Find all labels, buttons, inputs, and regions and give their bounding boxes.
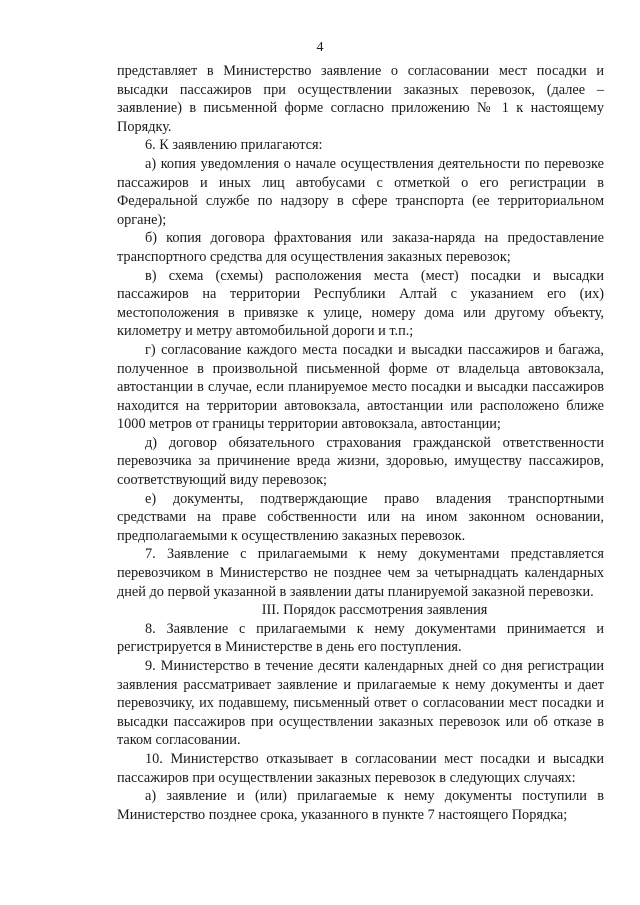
paragraph-6-v: в) схема (схемы) расположения места (мест) посадки и высадки пассажиров на территории Республики Алтай с указанием его (их) местоположения в привязке к улице, номеру дома или другому объекту, километру и метру автомобильной дороги и т.п.; <box>117 267 604 340</box>
paragraph-6-e: е) документы, подтверждающие право владения транспортными средствами на праве собственности или на ином законном основании, предполагаемыми к осуществлению заказных перевозок. <box>117 490 604 544</box>
paragraph-8: 8. Заявление с прилагаемыми к нему документами принимается и регистрируется в Министерстве в день его поступления. <box>117 620 604 656</box>
page-number: 4 <box>316 40 324 55</box>
paragraph-10: 10. Министерство отказывает в согласовании мест посадки и высадки пассажиров при осуществлении заказных перевозок в следующих случаях: <box>117 750 604 786</box>
paragraph-9: 9. Министерство в течение десяти календарных дней со дня регистрации заявления рассматривает заявление и прилагаемые к нему документы и дает перевозчику, их подавшему, письменный ответ о согласовании мест посадки и высадки пассажиров при осуществлении заказных перевозок или об отказе в таком согласовании. <box>117 658 604 749</box>
paragraph-6-b: б) копия договора фрахтования или заказа-наряда на предоставление транспортного средства для осуществления заказных перевозок; <box>117 230 604 265</box>
section-heading: III. Порядок рассмотрения заявления <box>261 602 488 619</box>
paragraph-7: 7. Заявление с прилагаемыми к нему документами представляется перевозчиком в Министерство не позднее чем за четырнадцать календарных дней до первой указанной в заявлении даты планируемой заказной перевозки. <box>117 546 604 600</box>
paragraph-6: 6. К заявлению прилагаются: <box>145 137 323 154</box>
document-body <box>117 62 604 824</box>
paragraph-6-d: д) договор обязательного страхования гражданской ответственности перевозчика за причинение вреда жизни, здоровью, имуществу пассажиров, соответствующий виду перевозок; <box>117 434 604 489</box>
paragraph-6-a: а) копия уведомления о начале осуществления деятельности по перевозке пассажиров и иных лиц автобусами с отметкой о его регистрации в Федеральной службе по надзору в сфере транспорта (ее территориальном органе); <box>117 155 604 228</box>
paragraph-continuation: представляет в Министерство заявление о согласовании мест посадки и высадки пассажиров при осуществлении заказных перевозок, (далее – заявление) в письменной форме согласно приложению № 1 к настоящему Порядку. <box>117 63 604 135</box>
paragraph-6-g: г) согласование каждого места посадки и высадки пассажиров и багажа, полученное в произвольной письменной форме от владельца автовокзала, автостанции в случае, если планируемое место посадки и высадки пассажиров находится на территории автовокзала, автостанции или расположено ближе 1000 метров от границы территории автовокзала, автостанции; <box>117 341 604 433</box>
paragraph-10-a: а) заявление и (или) прилагаемые к нему документы поступили в Министерство позднее срока, указанного в пункте 7 настоящего Порядка; <box>117 788 604 823</box>
